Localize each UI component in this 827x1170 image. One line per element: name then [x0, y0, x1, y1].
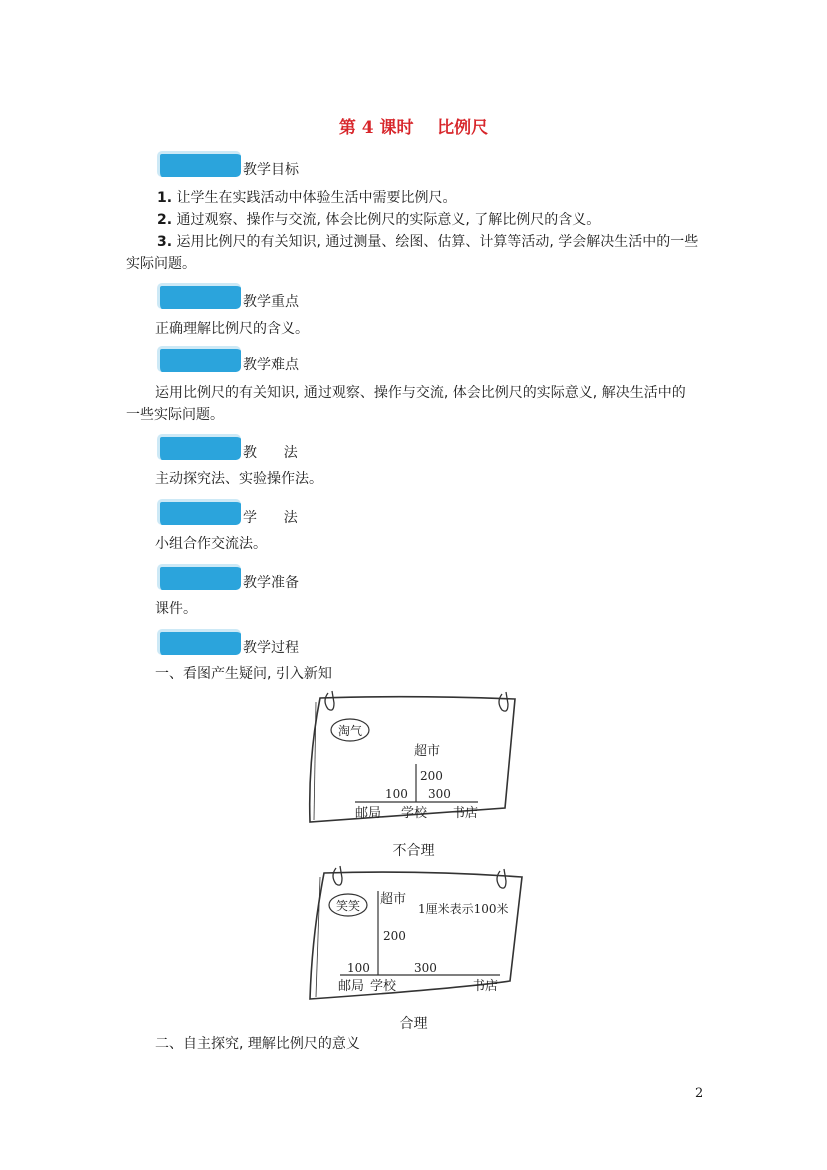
section-badge	[157, 564, 241, 590]
section-key-points-label: 教学重点	[243, 294, 299, 310]
paper-sheet	[310, 697, 515, 822]
section-learning-method-label: 学 法	[243, 510, 298, 526]
section-preparation-label: 教学准备	[243, 575, 299, 591]
figure-1-caption: 不合理	[392, 843, 435, 859]
scale-note: 1厘米表示100米	[418, 902, 509, 916]
name-badge: 笑笑	[335, 899, 361, 913]
distance-left: 100	[347, 961, 370, 975]
teaching-method-text: 主动探究法、实验操作法。	[155, 471, 323, 487]
section-badge	[157, 151, 241, 177]
distance-left: 100	[385, 787, 408, 801]
section-badge	[157, 434, 241, 460]
section-difficulties-label: 教学难点	[243, 357, 299, 373]
learning-method-text: 小组合作交流法。	[155, 536, 267, 552]
label-school: 学校	[401, 806, 428, 821]
label-bookstore: 书店	[472, 979, 499, 994]
preparation-text: 课件。	[155, 601, 197, 617]
name-badge: 淘气	[337, 724, 363, 738]
lesson-title: 第 4 课时 比例尺	[338, 118, 489, 138]
section-badge	[157, 629, 241, 655]
label-bookstore: 书店	[452, 806, 479, 821]
difficulties-text-line1: 运用比例尺的有关知识, 通过观察、操作与交流, 体会比例尺的实际意义, 解决生活中的	[155, 385, 686, 401]
label-school: 学校	[370, 979, 397, 994]
goal-item-3-continuation: 实际问题。	[126, 256, 196, 272]
distance-up: 200	[383, 929, 406, 943]
label-post-office: 邮局	[355, 806, 382, 821]
difficulties-text-line2: 一些实际问题。	[126, 407, 224, 423]
figure-2-caption: 合理	[399, 1016, 428, 1032]
section-teaching-method-label: 教 法	[243, 445, 298, 461]
distance-right: 300	[414, 961, 437, 975]
figure-1-map	[300, 690, 530, 830]
process-step-2: 二、自主探究, 理解比例尺的意义	[155, 1036, 360, 1052]
section-badge	[157, 499, 241, 525]
goal-item-2: 2. 通过观察、操作与交流, 体会比例尺的实际意义, 了解比例尺的含义。	[157, 212, 601, 228]
goal-item-1: 1. 让学生在实践活动中体验生活中需要比例尺。	[157, 190, 457, 206]
figure-2-map	[302, 865, 534, 1005]
distance-up: 200	[420, 769, 443, 783]
key-points-text: 正确理解比例尺的含义。	[155, 321, 309, 337]
section-badge	[157, 283, 241, 309]
label-supermarket: 超市	[380, 892, 407, 907]
goal-item-3: 3. 运用比例尺的有关知识, 通过测量、绘图、估算、计算等活动, 学会解决生活中的一些	[157, 234, 699, 250]
distance-right: 300	[428, 787, 451, 801]
section-process-label: 教学过程	[243, 640, 299, 656]
process-step-1: 一、看图产生疑问, 引入新知	[155, 666, 332, 682]
label-supermarket: 超市	[414, 744, 441, 759]
page-number: 2	[695, 1086, 704, 1101]
section-badge	[157, 346, 241, 372]
label-post-office: 邮局	[338, 979, 365, 994]
section-goals-label: 教学目标	[243, 162, 299, 178]
